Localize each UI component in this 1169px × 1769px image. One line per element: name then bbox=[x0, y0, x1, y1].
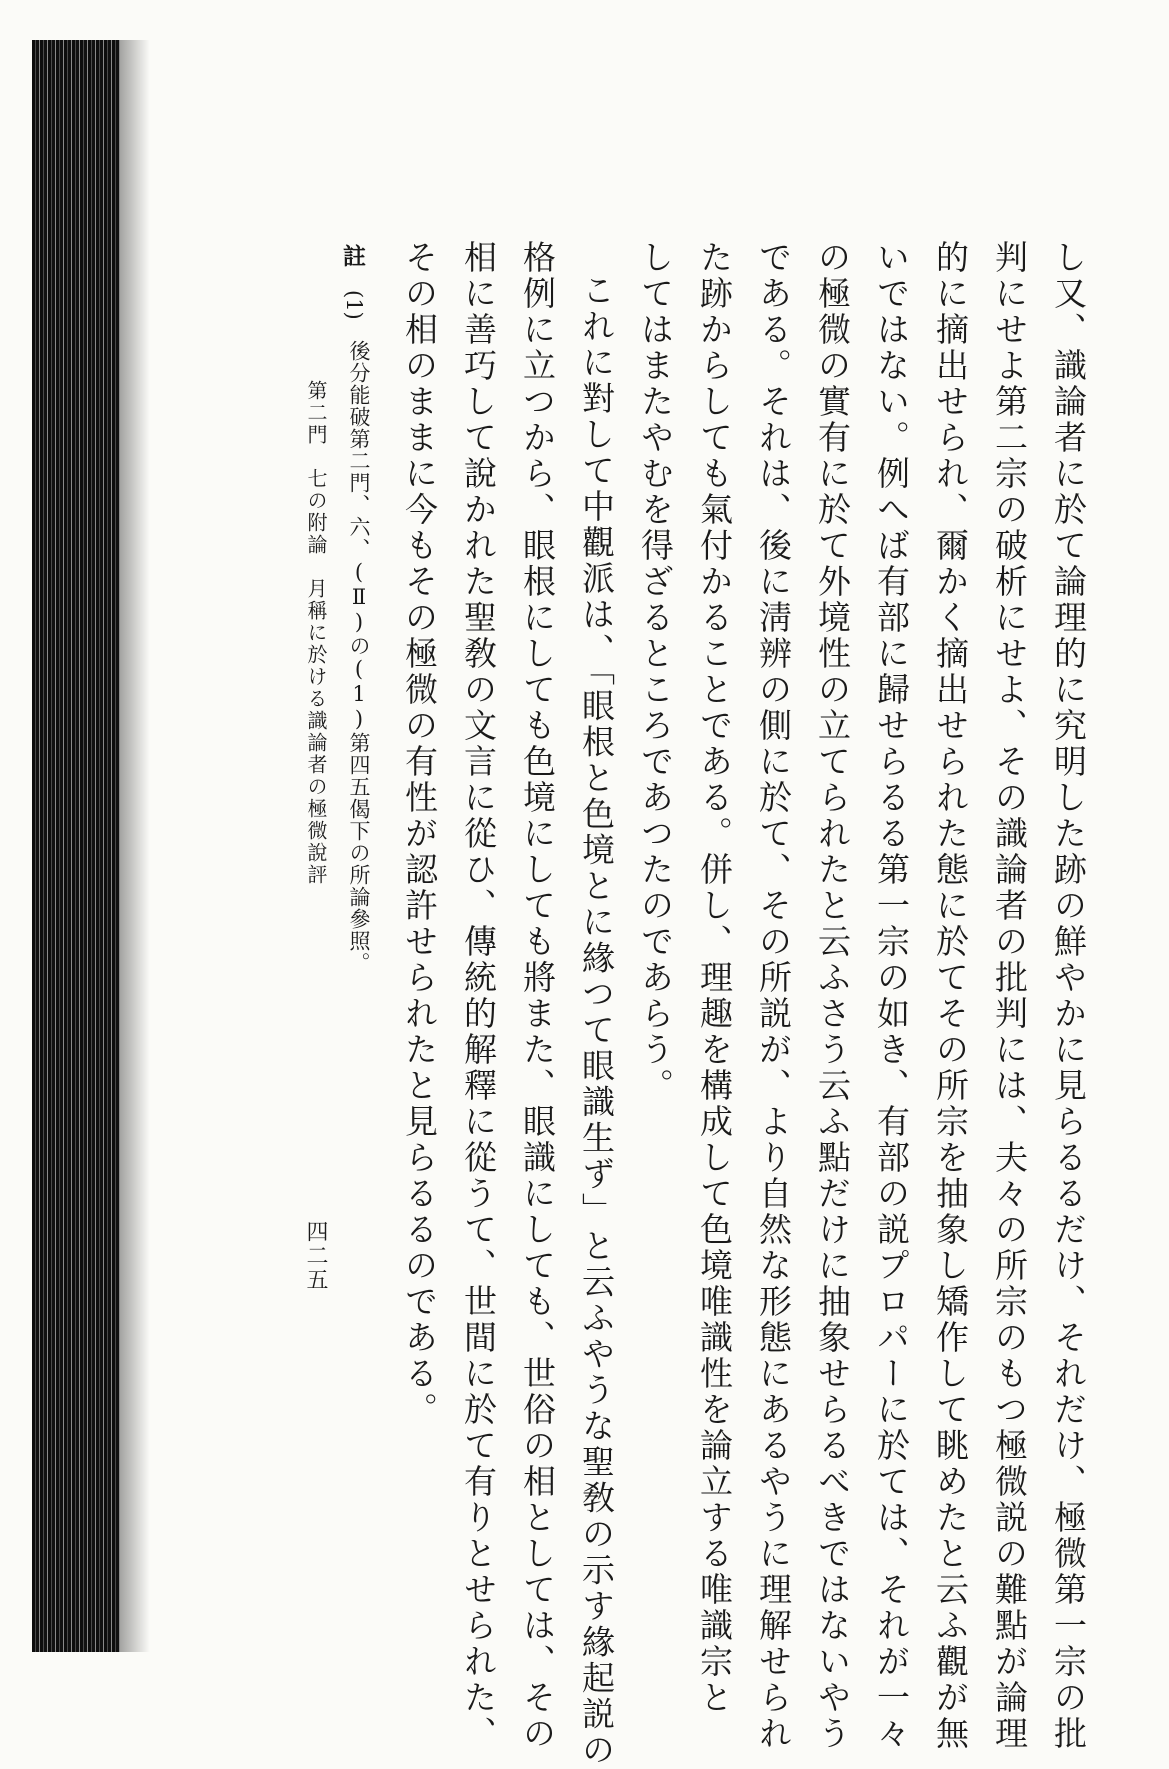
body-line-10: 格例に立つから、眼根にしても色境にしても將また、眼識にしても、世俗の相としては、その bbox=[518, 240, 557, 1752]
body-line-9: これに對して中觀派は、「眼根と色境とに緣つて眼識生ず」と云ふやうな聖敎の示す緣起説の bbox=[577, 273, 616, 1769]
body-line-11: 相に善巧して說かれた聖敎の文言に從ひ、傳統的解釋に從うて、世間に於て有りとせられた、 bbox=[459, 240, 498, 1752]
body-line-6: である。それは、後に淸辨の側に於て、その所説が、より自然な形態にあるやうに理解せられ bbox=[754, 240, 793, 1752]
footnote-mark: 註 bbox=[339, 244, 366, 267]
body-line-7: た跡からしても氣付かることである。併し、理趣を構成して色境唯識性を論立する唯識宗と bbox=[695, 240, 734, 1716]
body-line-1: し又、識論者に於て論理的に究明した跡の鮮やかに見らるるだけ、それだけ、極微第一宗の批 bbox=[1049, 240, 1088, 1752]
footnote-text: 後分能破第二門、六、(Ⅱ)の(1)第四五偈下の所論參照。 bbox=[347, 340, 371, 974]
footnote-number: (1) bbox=[342, 290, 366, 320]
body-line-4: いではない。例へば有部に歸せらるる第一宗の如き、有部の説プロパーに於ては、それが一々 bbox=[872, 240, 911, 1752]
body-line-2: 判にせよ第二宗の破析にせよ、その識論者の批判には、夫々の所宗のもつ極微説の難點が論理 bbox=[990, 240, 1029, 1752]
body-line-3: 的に摘出せられ、爾かく摘出せられた態に於てその所宗を抽象し矯作して眺めたと云ふ觀が無 bbox=[931, 240, 970, 1752]
running-header: 第二門 七の附論 月稱に於ける識論者の極微說評 bbox=[304, 380, 328, 886]
body-line-5: の極微の實有に於て外境性の立てられたと云ふさう云ふ點だけに抽象せらるべきではないやう bbox=[813, 240, 852, 1752]
body-line-8: してはまたやむを得ざるところであつたのであらう。 bbox=[636, 240, 675, 1104]
page-number: 四二五 bbox=[303, 1220, 328, 1292]
body-line-12: その相のままに今もその極微の有性が認許せられたと見らるるのである。 bbox=[400, 240, 439, 1428]
